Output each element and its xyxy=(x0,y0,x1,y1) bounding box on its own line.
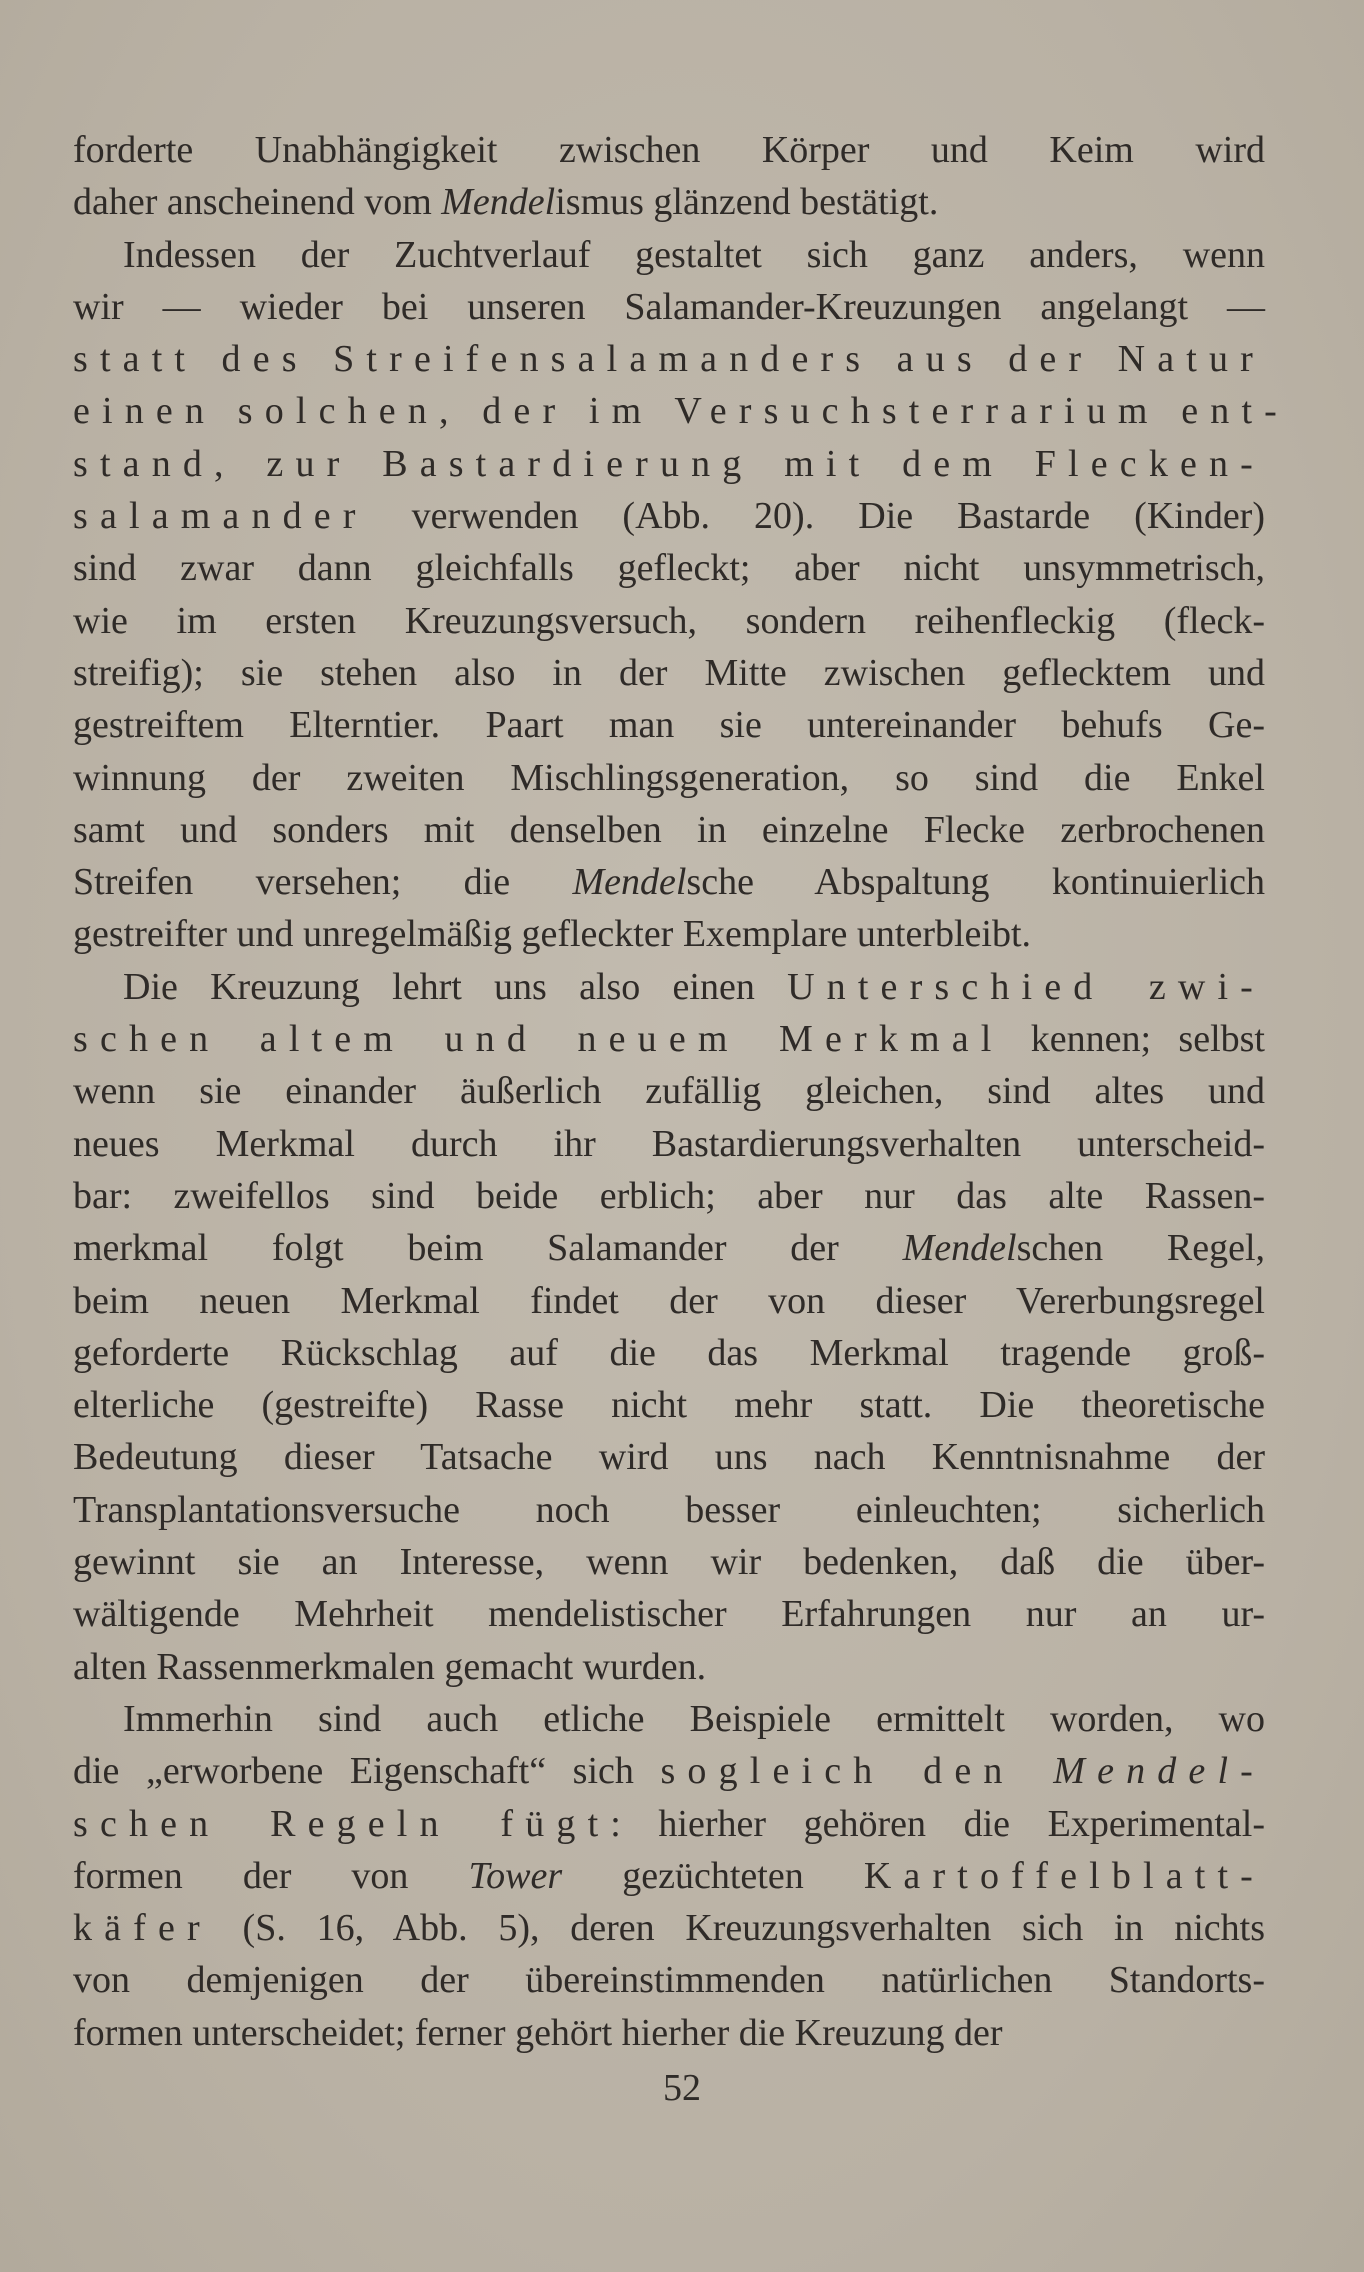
text-segment: forderte Unabhängigkeit zwischen Körper und Keim wird xyxy=(73,129,1265,171)
italic-name-text: Tower xyxy=(468,1854,563,1897)
text-segment: Bedeutung dieser Tatsache wird uns nach Kenntnisnahme der xyxy=(73,1436,1265,1479)
text-segment: bar: zweifellos sind beide erblich; aber nur das alte Rassen- xyxy=(73,1174,1265,1217)
italic-name-text: Mendel xyxy=(441,181,556,224)
spaced-emphasis-text: Kartoffelblatt- xyxy=(863,1854,1265,1897)
text-line xyxy=(73,1118,1265,1170)
text-segment: Indessen der Zuchtverlauf gestaltet sich ganz anders, wenn xyxy=(123,233,1265,276)
text-line xyxy=(73,176,1265,228)
spaced-emphasis-text: einen solchen, der im Versuchsterrarium ent- xyxy=(73,390,1289,433)
text-segment: : hierher gehören die Experimental- xyxy=(610,1802,1265,1845)
text-line xyxy=(73,2007,1265,2059)
text-segment: gewinnt sie an Interesse, wenn wir bedenken, daß die über- xyxy=(73,1541,1265,1584)
text-line xyxy=(73,1484,1265,1536)
text-line xyxy=(73,333,1265,385)
text-segment: alten Rassenmerkmalen gemacht wurden. xyxy=(73,1645,707,1688)
text-line xyxy=(73,752,1265,804)
text-line xyxy=(73,908,1265,960)
text-line xyxy=(73,1693,1265,1745)
text-segment: ismus glänzend bestätigt. xyxy=(555,181,939,224)
text-line xyxy=(73,385,1289,437)
spaced-emphasis-text: käfer xyxy=(73,1907,212,1950)
text-segment: sche Abspaltung kontinuierlich xyxy=(686,861,1266,904)
text-segment: sind zwar dann gleichfalls gefleckt; aber nicht unsymmetrisch, xyxy=(73,547,1265,590)
spaced-emphasis-text: sogleich den xyxy=(660,1750,1054,1793)
text-segment: wie im ersten Kreuzungsversuch, sondern reihenfleckig (fleck- xyxy=(73,599,1265,642)
spaced-emphasis-text: stand, zur Bastardierung mit dem Flecken- xyxy=(73,442,1265,485)
text-segment: schen Regel, xyxy=(1016,1227,1265,1270)
text-line xyxy=(73,438,1265,490)
text-segment: wenn sie einander äußerlich zufällig gleichen, sind altes und xyxy=(73,1070,1265,1113)
text-segment: kennen; selbst xyxy=(1003,1018,1265,1061)
text-segment: gezüchteten xyxy=(562,1854,864,1897)
text-line xyxy=(73,542,1265,594)
text-segment: elterliche (gestreifte) Rasse nicht mehr statt. Die theoretische xyxy=(73,1384,1265,1427)
text-segment: streifig); sie stehen also in der Mitte zwischen geflecktem und xyxy=(73,651,1265,694)
text-line xyxy=(73,699,1265,751)
text-line xyxy=(73,1275,1265,1327)
text-segment: Transplantationsversuche noch besser einleuchten; sicherlich xyxy=(73,1488,1265,1531)
text-line xyxy=(73,1013,1265,1065)
text-line xyxy=(73,124,1265,176)
text-line xyxy=(73,595,1265,647)
spaced-emphasis-text: schen altem und neuem Merkmal xyxy=(73,1018,1004,1061)
text-segment: winnung der zweiten Mischlingsgeneration, so sind die Enkel xyxy=(73,756,1265,799)
text-line xyxy=(73,1902,1265,1954)
text-segment: die „erworbene Eigenschaft“ sich xyxy=(73,1750,661,1793)
page-body xyxy=(73,124,1289,2059)
text-line xyxy=(73,1379,1265,1431)
page-number: 52 xyxy=(663,2067,701,2109)
text-segment: (S. 16, Abb. 5), deren Kreuzungsverhalten sich in nichts xyxy=(211,1907,1265,1950)
spaced-emphasis-text: schen Regeln fügt xyxy=(73,1802,611,1845)
text-segment: gestreiftem Elterntier. Paart man sie untereinander behufs Ge- xyxy=(73,704,1265,747)
italic-name-text: Mendel xyxy=(902,1227,1017,1270)
text-line xyxy=(73,1588,1265,1640)
text-segment: geforderte Rückschlag auf die das Merkmal tragende groß- xyxy=(73,1331,1265,1374)
text-segment: von demjenigen der übereinstimmenden natürlichen Standorts- xyxy=(73,1959,1265,2002)
text-line xyxy=(73,229,1265,281)
italic-name-text: Mendel xyxy=(572,861,687,904)
text-segment: formen unterscheidet; ferner gehört hierher die Kreuzung der xyxy=(73,2011,1003,2054)
text-segment: merkmal folgt beim Salamander der xyxy=(73,1227,903,1270)
text-line xyxy=(73,1954,1265,2006)
spaced-emphasis-text: Mendel- xyxy=(1053,1750,1265,1793)
text-segment: beim neuen Merkmal findet der von dieser Vererbungsregel xyxy=(73,1279,1265,1322)
text-segment: verwenden (Abb. 20). Die Bastarde (Kinder) xyxy=(367,495,1265,538)
text-line xyxy=(73,1327,1265,1379)
text-line xyxy=(73,1798,1265,1850)
text-line xyxy=(73,1536,1265,1588)
text-segment: wältigende Mehrheit mendelistischer Erfahrungen nur an ur- xyxy=(73,1593,1265,1636)
text-segment: wir — wieder bei unseren Salamander-Kreuzungen angelangt — xyxy=(73,285,1265,328)
text-line xyxy=(73,1745,1265,1797)
text-line xyxy=(73,490,1265,542)
spaced-emphasis-text: salamander xyxy=(73,495,368,538)
text-segment: Immerhin sind auch etliche Beispiele ermittelt worden, wo xyxy=(123,1697,1265,1740)
text-line xyxy=(73,281,1265,333)
text-line xyxy=(73,1170,1265,1222)
text-segment: samt und sonders mit denselben in einzelne Flecke zerbrochenen xyxy=(73,808,1265,851)
text-line xyxy=(73,647,1265,699)
text-segment: gestreifter und unregelmäßig gefleckter Exemplare unterbleibt. xyxy=(73,913,1032,956)
text-line xyxy=(73,1065,1265,1117)
text-line xyxy=(73,1641,1265,1693)
text-segment: Streifen versehen; die xyxy=(73,861,573,904)
text-line xyxy=(73,856,1265,908)
text-segment: formen der von xyxy=(73,1854,469,1897)
text-line xyxy=(73,961,1265,1013)
text-segment: Die Kreuzung lehrt uns also einen xyxy=(123,965,788,1008)
spaced-emphasis-text: Unterschied zwi- xyxy=(787,965,1265,1008)
text-line xyxy=(73,1222,1265,1274)
text-line xyxy=(73,1431,1265,1483)
text-segment: daher anscheinend vom xyxy=(73,181,442,224)
text-line xyxy=(73,804,1265,856)
spaced-emphasis-text: statt des Streifensalamanders aus der Natur xyxy=(73,338,1265,381)
text-segment: neues Merkmal durch ihr Bastardierungsverhalten unterscheid- xyxy=(73,1122,1265,1165)
text-line xyxy=(73,1850,1265,1902)
